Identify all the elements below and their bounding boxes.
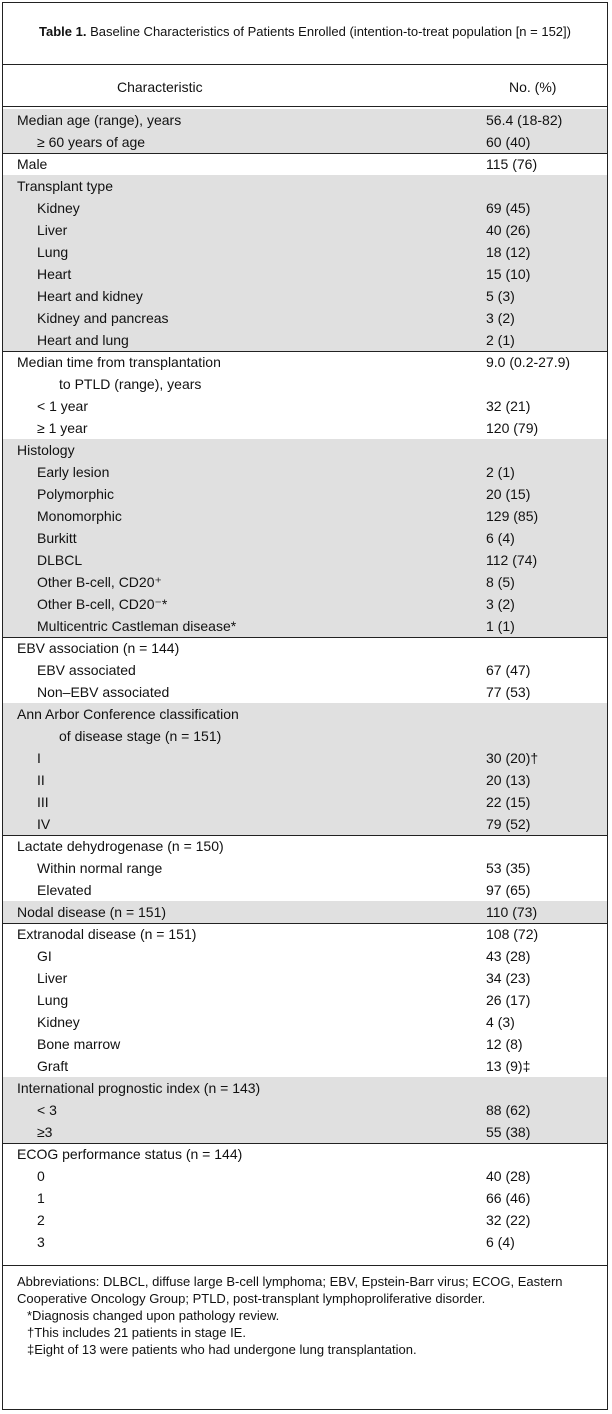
row-value: 22 (15) [486,794,531,810]
table-row [3,879,607,901]
table-row [3,241,607,263]
row-value: 110 (73) [486,904,538,920]
row-value: 69 (45) [486,200,531,216]
table-row [3,989,607,1011]
row-value: 13 (9)‡ [486,1058,531,1074]
row-label: Lung [37,992,69,1008]
table-row [3,835,607,857]
table-caption [3,3,607,47]
row-label: 1 [37,1190,45,1206]
row-label: Heart and lung [37,332,129,348]
table-row [3,813,607,835]
table-row [3,703,607,725]
table-figure [2,2,608,1410]
row-value: 34 (23) [486,970,531,986]
table-notes [17,1273,597,1358]
row-value: 115 (76) [486,156,538,172]
table-row [3,175,607,197]
row-value: 3 (2) [486,310,515,326]
table-row [3,1143,607,1165]
footer-rule [3,1265,607,1266]
footnote: †This includes 21 patients in stage IE. [27,1325,246,1340]
row-value: 8 (5) [486,574,515,590]
row-label: Lung [37,244,69,260]
table-row [3,1187,607,1209]
table-row [3,1099,607,1121]
row-label: Median age (range), years [17,112,182,128]
table-row [3,1209,607,1231]
table-row [3,725,607,747]
row-value: 5 (3) [486,288,515,304]
row-label: EBV associated [37,662,136,678]
row-label: Ann Arbor Conference classification [17,706,239,722]
table-row [3,857,607,879]
row-label: Monomorphic [37,508,122,524]
table-row [3,461,607,483]
table-row [3,945,607,967]
row-label: 3 [37,1234,45,1250]
table-title: Baseline Characteristics of Patients Enrolled (intention-to-treat population [n = 152]) [90,24,571,39]
table-row [3,131,607,153]
footnote: *Diagnosis changed upon pathology review. [27,1308,280,1323]
row-value: 60 (40) [486,134,531,150]
table-row [3,527,607,549]
row-label: Liver [37,222,68,238]
row-label: Extranodal disease (n = 151) [17,926,197,942]
table-row [3,307,607,329]
row-value: 55 (38) [486,1124,531,1140]
row-value: 15 (10) [486,266,531,282]
row-value: 26 (17) [486,992,531,1008]
row-label: to PTLD (range), years [59,376,202,392]
row-label: Other B-cell, CD20⁺ [37,574,162,590]
table-row [3,637,607,659]
row-value: 3 (2) [486,596,515,612]
row-label: Transplant type [17,178,113,194]
table-row [3,373,607,395]
row-label: Heart and kidney [37,288,143,304]
row-label: < 3 [37,1102,57,1118]
row-value: 32 (22) [486,1212,531,1228]
row-label: Graft [37,1058,69,1074]
row-label: 0 [37,1168,45,1184]
row-value: 18 (12) [486,244,531,260]
row-label: < 1 year [37,398,88,414]
header-count: No. (%) [509,79,557,95]
row-value: 9.0 (0.2-27.9) [486,354,571,370]
row-value: 112 (74) [486,552,538,568]
table-row [3,901,607,923]
row-value: 43 (28) [486,948,531,964]
row-label: Non–EBV associated [37,684,170,700]
row-label: Kidney [37,1014,80,1030]
row-label: Nodal disease (n = 151) [17,904,167,920]
table-row [3,615,607,637]
table-row [3,1121,607,1143]
row-label: II [37,772,45,788]
row-label: 2 [37,1212,45,1228]
row-value: 6 (4) [486,530,515,546]
row-label: ≥ 60 years of age [37,134,146,150]
top-rule [3,64,607,65]
row-value: 77 (53) [486,684,531,700]
table-row [3,571,607,593]
table-row [3,329,607,351]
table-row [3,659,607,681]
row-label: ≥ 1 year [37,420,88,436]
table-row [3,967,607,989]
row-label: Kidney [37,200,80,216]
row-label: Male [17,156,48,172]
table-header [3,67,607,105]
row-label: Kidney and pancreas [37,310,169,326]
row-label: International prognostic index (n = 143) [17,1080,261,1096]
table-row [3,153,607,175]
row-label: III [37,794,49,810]
table-row [3,351,607,373]
row-value: 32 (21) [486,398,531,414]
row-value: 6 (4) [486,1234,515,1250]
row-value: 120 (79) [486,420,539,436]
table-row [3,769,607,791]
table-number: Table 1. [39,24,87,39]
row-label: Median time from transplantation [17,354,221,370]
row-label: Polymorphic [37,486,115,502]
table-row [3,791,607,813]
table-row [3,923,607,945]
row-label: Histology [17,442,75,458]
table-row [3,417,607,439]
header-rule [3,106,607,107]
row-label: I [37,750,41,766]
row-value: 56.4 (18-82) [486,112,563,128]
row-value: 2 (1) [486,332,515,348]
row-value: 40 (28) [486,1168,531,1184]
row-value: 30 (20)† [486,750,539,766]
row-value: 79 (52) [486,816,531,832]
row-value: 53 (35) [486,860,531,876]
row-label: Early lesion [37,464,110,480]
table-row [3,197,607,219]
row-label: Other B-cell, CD20⁻* [37,596,168,612]
table-row [3,681,607,703]
row-value: 40 (26) [486,222,531,238]
row-value: 88 (62) [486,1102,531,1118]
row-label: GI [37,948,52,964]
table-row [3,549,607,571]
table-row [3,219,607,241]
table-row [3,1165,607,1187]
row-label: Lactate dehydrogenase (n = 150) [17,838,224,854]
row-value: 129 (85) [486,508,539,524]
table-row [3,1055,607,1077]
row-label: Multicentric Castleman disease* [37,618,237,634]
row-value: 2 (1) [486,464,515,480]
table-row [3,1011,607,1033]
table-row [3,1231,607,1253]
row-value: 97 (65) [486,882,531,898]
row-label: Bone marrow [37,1036,121,1052]
table-row [3,109,607,131]
table-row [3,1077,607,1099]
table-row [3,593,607,615]
row-label: EBV association (n = 144) [17,640,180,656]
table-row [3,263,607,285]
row-label: of disease stage (n = 151) [59,728,222,744]
row-label: Liver [37,970,68,986]
header-characteristic: Characteristic [117,79,203,95]
table-row [3,285,607,307]
row-value: 108 (72) [486,926,539,942]
row-label: Burkitt [37,530,77,546]
row-value: 67 (47) [486,662,531,678]
table-row [3,439,607,461]
row-label: DLBCL [37,552,83,568]
row-value: 66 (46) [486,1190,531,1206]
row-value: 4 (3) [486,1014,515,1030]
row-label: Elevated [37,882,92,898]
row-value: 20 (13) [486,772,531,788]
table-row [3,395,607,417]
row-label: IV [37,816,51,832]
row-label: ECOG performance status (n = 144) [17,1146,243,1162]
row-value: 20 (15) [486,486,531,502]
table-row [3,483,607,505]
row-label: Heart [37,266,72,282]
row-value: 12 (8) [486,1036,523,1052]
table-row [3,747,607,769]
abbreviations-note: Abbreviations: DLBCL, diffuse large B-cell lymphoma; EBV, Epstein-Barr virus; ECOG, Eastern Cooperative Oncology Group; PTLD, post-transplant lymphoproliferative disorder. [17,1274,563,1306]
row-label: Within normal range [37,860,163,876]
table-row [3,505,607,527]
row-label: ≥3 [37,1124,53,1140]
table-row [3,1033,607,1055]
row-value: 1 (1) [486,618,515,634]
footnote: ‡Eight of 13 were patients who had undergone lung transplantation. [27,1342,417,1357]
